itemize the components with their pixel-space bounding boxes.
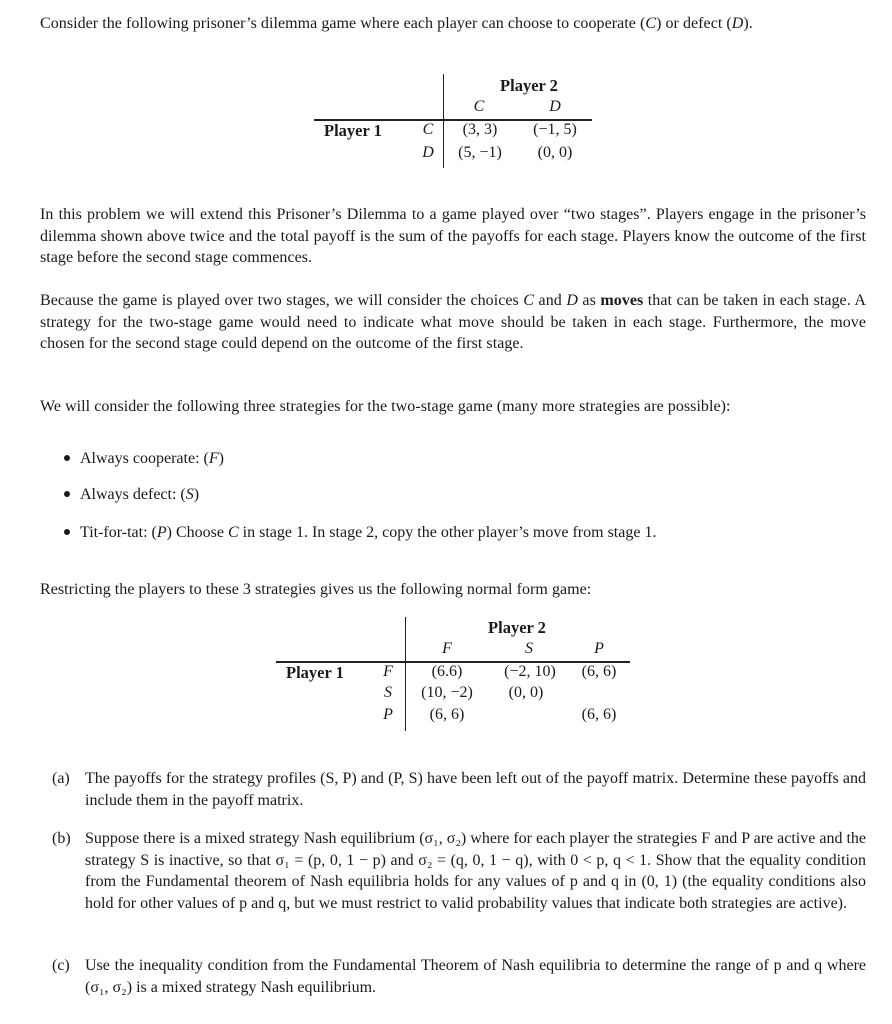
text: Because the game is played over two stages, we will consider the choices <box>40 292 524 309</box>
math-C: C <box>645 15 657 32</box>
text: ) Choose <box>166 524 228 541</box>
row-strategy: C <box>422 121 434 138</box>
payoff-cell: (0, 0) <box>537 144 573 161</box>
strategy-symbol: S <box>185 486 194 503</box>
math-C: C <box>523 292 535 309</box>
strategy-label: Always cooperate: ( <box>80 450 209 467</box>
column-player-label: Player 2 <box>500 76 558 95</box>
bold-term: moves <box>600 292 644 309</box>
table-divider-vertical <box>405 617 406 731</box>
text: ) <box>193 486 200 503</box>
strategy-item-always-cooperate <box>64 450 224 468</box>
payoff-cell: (0, 0) <box>508 684 544 701</box>
strategy-symbol: P <box>156 524 167 541</box>
row-strategy: F <box>383 663 393 680</box>
question-text: The payoffs for the strategy profiles (S, P) and (P, S) have been left out of the payoff matrix. Determine these payoffs and include them in the payoff matrix. <box>85 770 866 809</box>
payoff-cell: (−1, 5) <box>533 121 577 138</box>
strategy-label: Always defect: ( <box>80 486 186 503</box>
question-label: (a) <box>52 770 70 787</box>
math-D: D <box>566 292 578 309</box>
row-player-label: Player 1 <box>286 663 344 682</box>
payoff-cell: (6, 6) <box>581 663 617 680</box>
column-strategy: F <box>442 640 452 657</box>
paragraph-strategies-intro: We will consider the following three strategies for the two-stage game (many more strategies are possible): <box>40 398 731 415</box>
intro-text: ) or defect ( <box>656 15 732 32</box>
strategy-label: Tit-for-tat: ( <box>80 524 157 541</box>
paragraph-normal-form-intro: Restricting the players to these 3 strategies gives us the following normal form game: <box>40 581 592 598</box>
payoff-table-two-stage <box>276 617 632 731</box>
paragraph-moves <box>40 290 866 355</box>
question-text: Suppose there is a mixed strategy Nash equilibrium (σ₁, σ₂) where for each player the strategies F and P are active and the strategy S is inactive, so that σ₁ = (p, 0, 1 − p) and σ₂ = (q, 0, 1 − q), with 0 < p, q < 1. Show that the equality condition from the Fundamental theorem of Nash equilibria holds for any values of p and q in (0, 1) (the equality conditions also hold for other values of p and q, but we must restrict to valid probability values that indicate both strategies are active). <box>85 830 866 912</box>
payoff-cell: (6, 6) <box>581 706 617 723</box>
question-c <box>52 955 866 998</box>
question-a <box>52 768 866 811</box>
payoff-table-pd <box>314 74 594 168</box>
math-C: C <box>227 524 239 541</box>
column-strategy: S <box>525 640 533 657</box>
column-strategy: D <box>549 98 561 115</box>
bullet-icon <box>64 455 70 461</box>
intro-paragraph <box>40 13 866 35</box>
table-divider-vertical <box>443 74 444 168</box>
payoff-cell: (5, −1) <box>458 144 502 161</box>
payoff-cell: (3, 3) <box>462 121 498 138</box>
column-player-label: Player 2 <box>488 618 546 637</box>
row-player-label: Player 1 <box>324 121 382 140</box>
row-strategy: D <box>422 144 434 161</box>
paragraph-two-stages: In this problem we will extend this Prisoner’s Dilemma to a game played over “two stages”. Players engage in the prisoner’s dilemma shown above twice and the total payoff is the sum of the payoffs for each stage. Players know the outcome of the first stage before the second stage commences. <box>40 206 866 266</box>
question-b <box>52 828 866 914</box>
payoff-cell: (−2, 10) <box>504 663 556 680</box>
text: that can be taken in each stage. A strategy for the two-stage game would need to indicate what move should be taken in each stage. Furthermore, the move chosen for the second stage could depend on the outcome of the first stage. <box>40 292 866 352</box>
row-strategy: S <box>384 684 392 701</box>
payoff-cell: (6, 6) <box>429 706 465 723</box>
intro-text: Consider the following prisoner’s dilemma game where each player can choose to cooperate ( <box>40 15 646 32</box>
row-strategy: P <box>383 706 393 723</box>
payoff-cell: (10, −2) <box>421 684 473 701</box>
text: ) <box>218 450 224 467</box>
math-D: D <box>731 15 744 32</box>
intro-text: ). <box>743 15 753 32</box>
column-strategy: P <box>594 640 604 657</box>
text: in stage 1. In stage 2, copy the other player’s move from stage 1. <box>238 524 657 541</box>
question-label: (b) <box>52 830 71 847</box>
bullet-icon <box>64 529 70 535</box>
strategy-item-tit-for-tat <box>64 524 656 542</box>
text: and <box>534 292 567 309</box>
strategy-item-always-defect <box>64 486 199 504</box>
bullet-icon <box>64 491 70 497</box>
strategy-symbol: F <box>208 450 219 467</box>
column-strategy: C <box>473 98 485 115</box>
text: as <box>577 292 601 309</box>
question-label: (c) <box>52 957 70 974</box>
question-text: Use the inequality condition from the Fundamental Theorem of Nash equilibria to determine the range of p and q where (σ₁, σ₂) is a mixed strategy Nash equilibrium. <box>85 957 866 996</box>
payoff-cell: (6.6) <box>431 663 463 680</box>
